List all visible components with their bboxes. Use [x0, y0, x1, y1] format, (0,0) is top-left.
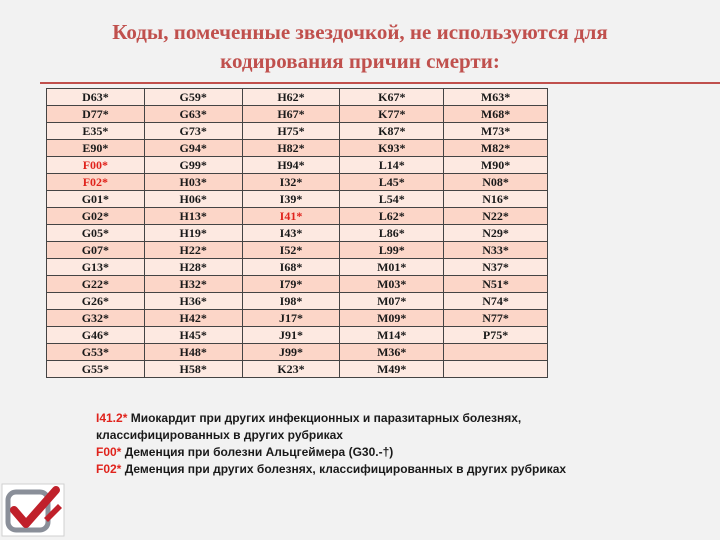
table-cell: D63* — [47, 89, 145, 106]
table-cell: F02* — [47, 174, 145, 191]
table-cell: N77* — [444, 310, 548, 327]
table-cell: H82* — [242, 140, 340, 157]
table-cell: E90* — [47, 140, 145, 157]
table-row — [47, 276, 548, 293]
table-cell: K93* — [340, 140, 444, 157]
table-cell: N22* — [444, 208, 548, 225]
table-cell: H32* — [144, 276, 242, 293]
table-cell: H36* — [144, 293, 242, 310]
table-cell: I39* — [242, 191, 340, 208]
table-cell: F00* — [47, 157, 145, 174]
table-row — [47, 191, 548, 208]
table-cell: N51* — [444, 276, 548, 293]
asterisk-codes-table — [46, 88, 548, 378]
table-cell: J99* — [242, 344, 340, 361]
table-cell: I43* — [242, 225, 340, 242]
table-cell: M73* — [444, 123, 548, 140]
table-cell: N33* — [444, 242, 548, 259]
table-cell: H48* — [144, 344, 242, 361]
table-cell — [444, 361, 548, 378]
table-cell: G63* — [144, 106, 242, 123]
table-row — [47, 106, 548, 123]
table-cell: I79* — [242, 276, 340, 293]
table-cell: H62* — [242, 89, 340, 106]
table-cell: G02* — [47, 208, 145, 225]
table-cell: D77* — [47, 106, 145, 123]
table-cell: I98* — [242, 293, 340, 310]
table-cell: N29* — [444, 225, 548, 242]
table-cell — [444, 344, 548, 361]
table-row — [47, 208, 548, 225]
checkmark-logo-icon — [0, 482, 66, 538]
note-code: I41.2* — [96, 411, 128, 425]
table-cell: M90* — [444, 157, 548, 174]
table-cell: G46* — [47, 327, 145, 344]
table-row — [47, 361, 548, 378]
note-code: F00* — [96, 445, 122, 459]
table-row — [47, 293, 548, 310]
table-cell: H58* — [144, 361, 242, 378]
table-cell: L99* — [340, 242, 444, 259]
note-text: Миокардит при других инфекционных и паразитарных болезнях, классифицированных в других рубриках — [96, 411, 522, 442]
table-cell: N08* — [444, 174, 548, 191]
table-cell: N16* — [444, 191, 548, 208]
table-row — [47, 259, 548, 276]
table-cell: K67* — [340, 89, 444, 106]
table-cell: H42* — [144, 310, 242, 327]
table-cell: G01* — [47, 191, 145, 208]
table-cell: G32* — [47, 310, 145, 327]
table-row — [47, 242, 548, 259]
table-cell: K87* — [340, 123, 444, 140]
table-cell: G53* — [47, 344, 145, 361]
table-row — [47, 174, 548, 191]
note-code: F02* — [96, 462, 122, 476]
table-row — [47, 140, 548, 157]
table-cell: P75* — [444, 327, 548, 344]
table-cell: L45* — [340, 174, 444, 191]
table-cell: G59* — [144, 89, 242, 106]
table-cell: L54* — [340, 191, 444, 208]
table-row — [47, 344, 548, 361]
title-line-2: кодирования причин смерти: — [220, 49, 500, 73]
table-cell: M68* — [444, 106, 548, 123]
table-cell: J17* — [242, 310, 340, 327]
table-cell: H03* — [144, 174, 242, 191]
table-cell: M03* — [340, 276, 444, 293]
table-cell: M14* — [340, 327, 444, 344]
table-cell: I41* — [242, 208, 340, 225]
table-cell: K77* — [340, 106, 444, 123]
note-text: Деменция при болезни Альцгеймера (G30.-†) — [121, 445, 394, 459]
table-cell: G73* — [144, 123, 242, 140]
table-cell: G13* — [47, 259, 145, 276]
table-cell: H13* — [144, 208, 242, 225]
table-cell: M01* — [340, 259, 444, 276]
table-cell: K23* — [242, 361, 340, 378]
table-cell: H94* — [242, 157, 340, 174]
table-cell: M07* — [340, 293, 444, 310]
table-row — [47, 310, 548, 327]
note-i41 — [96, 410, 616, 444]
table-cell: E35* — [47, 123, 145, 140]
table-cell: H28* — [144, 259, 242, 276]
table-row — [47, 123, 548, 140]
table-cell: M49* — [340, 361, 444, 378]
table-cell: G05* — [47, 225, 145, 242]
table-cell: G55* — [47, 361, 145, 378]
table-cell: H45* — [144, 327, 242, 344]
title-line-1: Коды, помеченные звездочкой, не используются для — [112, 20, 608, 44]
table-cell: I68* — [242, 259, 340, 276]
table-cell: H67* — [242, 106, 340, 123]
table-cell: H19* — [144, 225, 242, 242]
table-cell: M82* — [444, 140, 548, 157]
table-row — [47, 225, 548, 242]
title-divider — [40, 82, 720, 84]
table-row — [47, 89, 548, 106]
table-cell: I52* — [242, 242, 340, 259]
table-cell: L14* — [340, 157, 444, 174]
table-cell: L62* — [340, 208, 444, 225]
table-cell: I32* — [242, 174, 340, 191]
table-cell: H22* — [144, 242, 242, 259]
table-cell: G22* — [47, 276, 145, 293]
table-cell: L86* — [340, 225, 444, 242]
table-cell: M63* — [444, 89, 548, 106]
table-cell: H75* — [242, 123, 340, 140]
table-cell: H06* — [144, 191, 242, 208]
notes — [96, 410, 616, 478]
table-cell: G94* — [144, 140, 242, 157]
note-f00 — [96, 444, 616, 461]
table-cell: J91* — [242, 327, 340, 344]
table-cell: G07* — [47, 242, 145, 259]
page-title — [40, 18, 680, 76]
table-cell: M09* — [340, 310, 444, 327]
table-cell: N37* — [444, 259, 548, 276]
table-cell: G99* — [144, 157, 242, 174]
table-cell: N74* — [444, 293, 548, 310]
note-text: Деменция при других болезнях, классифицированных в других рубриках — [121, 462, 567, 476]
table-row — [47, 327, 548, 344]
note-f02 — [96, 461, 616, 478]
table-cell: G26* — [47, 293, 145, 310]
table-cell: M36* — [340, 344, 444, 361]
table-row — [47, 157, 548, 174]
